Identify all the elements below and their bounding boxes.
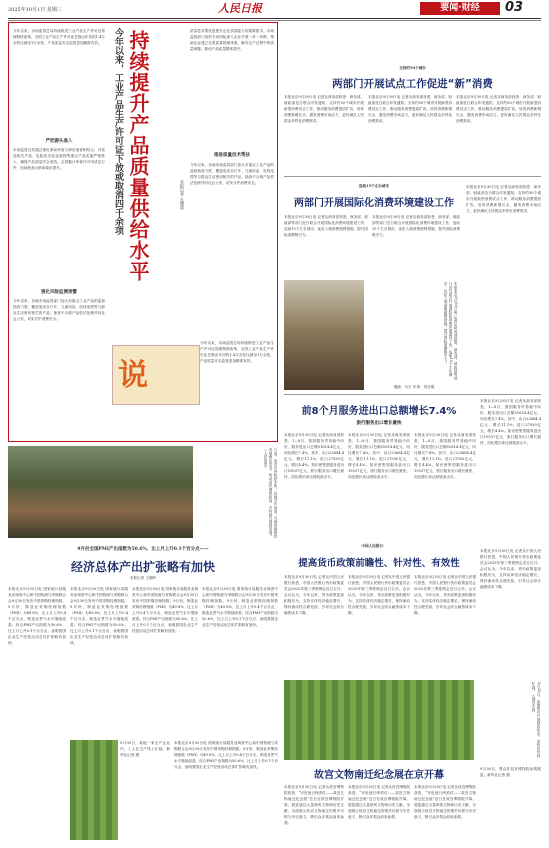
trade-subtitle: 旅行服务出口增长最快 [356, 421, 402, 426]
fields-photo-caption: 9月29日，某地集中开展秋收作业，农机在田间忙碌。（视觉中国） [532, 682, 541, 758]
pmi-col4: 本报北京9月30日电 国家统计局服务业调查中心和中国物流与采购联合会9月30日发布中国采购经理指数。9月份，制造业采购经理指数（PMI）为49.8%，比上月上升0.4个百分点，制造业景气水平继续改善。综合PMI产出指数为50.6%，比上月上升0.1个百分点，表明我国企业生产经营活动总体扩张略有加快。 [174, 741, 278, 769]
header-rule-thin [8, 20, 541, 21]
feature-intro: 今年以来，市场监管总局持续推进工业产品生产许可证管理制度改革，全国工业产品生产许可证总数由年初的1.4万余张压减至1万余张，产品质量安全监管更加精准有效。 [13, 29, 105, 45]
cartoon-glyph: 说 [118, 358, 148, 393]
pmi-title: 经济总体产出扩张略有加快 [70, 560, 215, 574]
pboc-col1: 本报北京9月30日电 记者从中国人民银行获悉，中国人民银行货币政策委员会2025年第三季度例会近日召开。会议认为，今年以来，货币政策更加积极有为，支持实体经济稳定增长，保持流动性合理充裕，引导社会综合融资成本下降。 [284, 575, 344, 615]
divider [284, 176, 541, 177]
article-right-column: 本报北京9月30日电 记者从商务部获悉：商务部、财政部近日联合印发通知，支持约50个城市开展新型消费试点工作，推动服务消费提质扩容，培育消费新增长点，激发消费市场活力，更好满足人民群众多样化消费需求。 [466, 185, 541, 213]
article1-kicker: 支持约50个城市 [399, 66, 426, 70]
feature-section-2: 强化风险监测预警 [41, 290, 77, 295]
pmi-col5: 本报北京9月30日电 国家统计局服务业调查中心和中国物流与采购联合会9月30日发布中国采购经理指数。9月份，制造业采购经理指数（PMI）为49.8%，比上月上升0.4个百分点，制造业景气水平继续改善。综合PMI产出指数为50.6%，比上月上升0.1个百分点，表明我国企业生产经营活动总体扩张略有加快。 [202, 587, 278, 627]
feature-column-4: 今年以来，市场监管总局持续推进工业产品生产许可证管理制度改革，全国工业产品生产许可证总数由年初的1.4万余张压减至1万余张，产品质量安全监管更加精准有效。 [200, 341, 274, 363]
palace-col2: 本报北京9月30日电 记者从故宫博物院获悉，“安危他日终须仗——故宫文物南迁纪念展”近日在故宫博物院开幕。展览通过大量珍贵文物和历史文献，全面展示故宫文物南迁的艰辛历程与历史意义，吸引众多观众前来参观。 [348, 785, 410, 819]
feature-kicker: 今年以来，工业产品生产许可证下放或取消四千余项 [113, 28, 123, 235]
pmi-photo-caption: 9月30日，某地一家生产企业内，工人在生产线上忙碌。新华社记者 摄 [120, 741, 170, 757]
harvest-photo [8, 446, 193, 538]
palace-col4: 9月30日，观众在故宫博物院参观展览。新华社记者 摄 [480, 767, 541, 777]
article1-col3: 本报北京9月30日电 记者从商务部获悉：商务部、财政部近日联合印发通知，支持约50个城市开展新型消费试点工作，推动服务消费提质扩容，培育消费新增长点，激发消费市场活力，更好满足人民群众多样化消费需求。 [456, 95, 541, 123]
article2-title: 两部门开展国际化消费环境建设工作 [294, 198, 454, 209]
article2-col1: 本报北京9月30日电 记者从商务部获悉，商务部、财政部等部门近日联合开展国际化消费环境建设工作，选取15个左右城市，优化入境消费便利措施，提升国际消费吸引力。 [284, 215, 368, 237]
feature-section-1-text: 市场监管总局通过强化事前审查与事后抽查相结合，对食品相关产品、危险化学品包装物等重点产品实施严格准入，确保产品质量安全底线。全国累计审查许可申请近万件，现场核查合格率稳步提升。 [13, 148, 105, 170]
pmi-col3: 本报北京9月30日电 国家统计局服务业调查中心和中国物流与采购联合会9月30日发布中国采购经理指数。9月份，制造业采购经理指数（PMI）为49.8%，比上月上升0.4个百分点，制造业景气水平继续改善。综合PMI产出指数为50.6%，比上月上升0.1个百分点，表明我国企业生产经营活动总体扩张略有加快。 [132, 587, 198, 633]
pmi-photo [70, 740, 118, 840]
page-number: 03 [505, 0, 524, 15]
trade-title: 前8个月服务进出口总额增长7.4% [301, 406, 457, 417]
article2-kicker: 选取15个左右城市 [358, 184, 390, 188]
pboc-title: 提高货币政策前瞻性、针对性、有效性 [298, 558, 460, 569]
header-rule [8, 18, 541, 19]
pmi-col2: 本报北京9月30日电 国家统计局服务业调查中心和中国物流与采购联合会9月30日发布中国采购经理指数。9月份，制造业采购经理指数（PMI）为49.8%，比上月上升0.4个百分点，制造业景气水平继续改善。综合PMI产出指数为50.6%，比上月上升0.1个百分点，表明我国企业生产经营活动总体扩张略有加快。 [70, 587, 128, 645]
feature-column-2: 质量技术帮扶是提升企业质量能力的重要抓手。市场监管部门组织专家团队深入企业开展一对一诊断，帮助企业建立完善质量管理体系，解决生产过程中的质量难题，推动产品质量整体提升。 [190, 29, 274, 51]
harvest-photo-caption: 日前，某市农民收获丰收，田间劳作场景。当地因地制宜发展特色农业，带动农民增收致富，乡村振兴蓬勃发展。（人民视觉） [264, 448, 278, 538]
pmi-kicker: 9月份全国PMI产出指数为50.6%，比上月上升0.1个百分点—— [77, 547, 209, 552]
article2-cartoon-text: 本报北京9月30日电 记者从商务部获悉，商务部、财政部等部门近日联合开展国际化消费环境建设工作，选取15个左右城市，优化入境消费便利措施，提升国际消费吸引力。 [444, 282, 458, 381]
cartoon-credit: 漫画：马宇 作者：刘光明 [393, 385, 435, 389]
pboc-col3: 本报北京9月30日电 记者从中国人民银行获悉，中国人民银行货币政策委员会2025年第三季度例会近日召开。会议认为，今年以来，货币政策更加积极有为，支持实体经济稳定增长，保持流动性合理充裕，引导社会综合融资成本下降。 [414, 575, 476, 615]
pboc-col4: 本报北京9月30日电 记者从中国人民银行获悉，中国人民银行货币政策委员会2025年第三季度例会近日召开。会议认为，今年以来，货币政策更加积极有为，支持实体经济稳定增长，保持流动性合理充裕，引导社会综合融资成本下降。 [480, 549, 541, 589]
palace-col3: 本报北京9月30日电 记者从故宫博物院获悉，“安危他日终须仗——故宫文物南迁纪念展”近日在故宫博物院开幕。展览通过大量珍贵文物和历史文献，全面展示故宫文物南迁的艰辛历程与历史意义，吸引众多观众前来参观。 [414, 785, 476, 819]
feature-byline: 本报记者 孔德晨 [180, 180, 185, 210]
palace-col1: 本报北京9月30日电 记者从故宫博物院获悉，“安危他日终须仗——故宫文物南迁纪念展”近日在故宫博物院开幕。展览通过大量珍贵文物和历史文献，全面展示故宫文物南迁的艰辛历程与历史意义，吸引众多观众前来参观。 [284, 785, 344, 825]
feature-section-3: 推进质量技术帮扶 [214, 153, 250, 158]
pboc-col2: 本报北京9月30日电 记者从中国人民银行获悉，中国人民银行货币政策委员会2025年第三季度例会近日召开。会议认为，今年以来，货币政策更加积极有为，支持实体经济稳定增长，保持流动性合理充裕，引导社会综合融资成本下降。 [348, 575, 410, 615]
divider [284, 394, 541, 395]
newspaper-logo: 人民日报 [218, 2, 262, 15]
trade-col4: 本报北京9月30日电 记者从商务部获悉，1—8月，我国服务贸易稳中向好，服务进出口总额51614.4亿元，同比增长7.4%。其中，出口23684.4亿元，增长11.1%；进口27930亿元，增长4.4%。知识密集型服务进出口19537亿元，旅行服务出口增长最快，同比增长率达到较高水平。 [480, 399, 541, 445]
pmi-byline: 本报记者 王俊岭 [129, 576, 157, 580]
feature-section-2-text: 今年以来，各地市场监管部门加大对重点工业产品的监督抽查力度，覆盖电动自行车、儿童用品、电线电缆等与群众生活密切相关的产品，抽查不合格产品依法处理并向社会公布，切实守护消费安全。 [13, 299, 105, 321]
article1-col1: 本报北京9月30日电 记者从商务部获悉：商务部、财政部近日联合印发通知，支持约50个城市开展新型消费试点工作，推动服务消费提质扩容，培育消费新增长点，激发消费市场活力，更好满足人民群众多样化消费需求。 [284, 95, 364, 123]
trade-col3: 本报北京9月30日电 记者从商务部获悉，1—8月，我国服务贸易稳中向好，服务进出口总额51614.4亿元，同比增长7.4%。其中，出口23684.4亿元，增长11.1%；进口27930亿元，增长4.4%。知识密集型服务进出口19537亿元，旅行服务出口增长最快，同比增长率达到较高水平。 [414, 433, 476, 479]
issue-date: 2025年10月1日 星期三 [8, 7, 62, 13]
trade-col2: 本报北京9月30日电 记者从商务部获悉，1—8月，我国服务贸易稳中向好，服务进出口总额51614.4亿元，同比增长7.4%。其中，出口23684.4亿元，增长11.1%；进口27930亿元，增长4.4%。知识密集型服务进出口19537亿元，旅行服务出口增长最快，同比增长率达到较高水平。 [348, 433, 410, 479]
pmi-col1: 本报北京9月30日电 国家统计局服务业调查中心和中国物流与采购联合会9月30日发布中国采购经理指数。9月份，制造业采购经理指数（PMI）为49.8%，比上月上升0.4个百分点，制造业景气水平继续改善。综合PMI产出指数为50.6%，比上月上升0.1个百分点，表明我国企业生产经营活动总体扩张略有加快。 [8, 587, 66, 645]
trade-col1: 本报北京9月30日电 记者从商务部获悉，1—8月，我国服务贸易稳中向好，服务进出口总额51614.4亿元，同比增长7.4%。其中，出口23684.4亿元，增长11.1%；进口27930亿元，增长4.4%。知识密集型服务进出口19537亿元，旅行服务出口增长最快，同比增长率达到较高水平。 [284, 433, 344, 479]
cartoon-image-2 [284, 280, 364, 390]
feature-section-1: 严把源头准入 [45, 139, 73, 144]
feature-title: 持续提升产品质量供给水平 [126, 30, 150, 282]
article2-col2: 本报北京9月30日电 记者从商务部获悉，商务部、财政部等部门近日联合开展国际化消费环境建设工作，选取15个左右城市，优化入境消费便利措施，提升国际消费吸引力。 [372, 215, 460, 237]
article1-title: 两部门开展试点工作促进“新”消费 [332, 78, 493, 90]
article1-col2: 本报北京9月30日电 记者从商务部获悉：商务部、财政部近日联合印发通知，支持约50个城市开展新型消费试点工作，推动服务消费提质扩容，培育消费新增长点，激发消费市场活力，更好满足人民群众多样化消费需求。 [368, 95, 452, 123]
fields-photo [284, 680, 474, 760]
section-label: 要闻·财经 [420, 2, 500, 15]
palace-title: 故宫文物南迁纪念展在京开幕 [314, 770, 444, 781]
pboc-kicker: 中国人民银行： [361, 544, 387, 548]
feature-column-3: 今年以来，各地市场监管部门加大对重点工业产品的监督抽查力度，覆盖电动自行车、儿童用品、电线电缆等与群众生活密切相关的产品，抽查不合格产品依法处理并向社会公布，切实守护消费安全。 [190, 163, 274, 185]
